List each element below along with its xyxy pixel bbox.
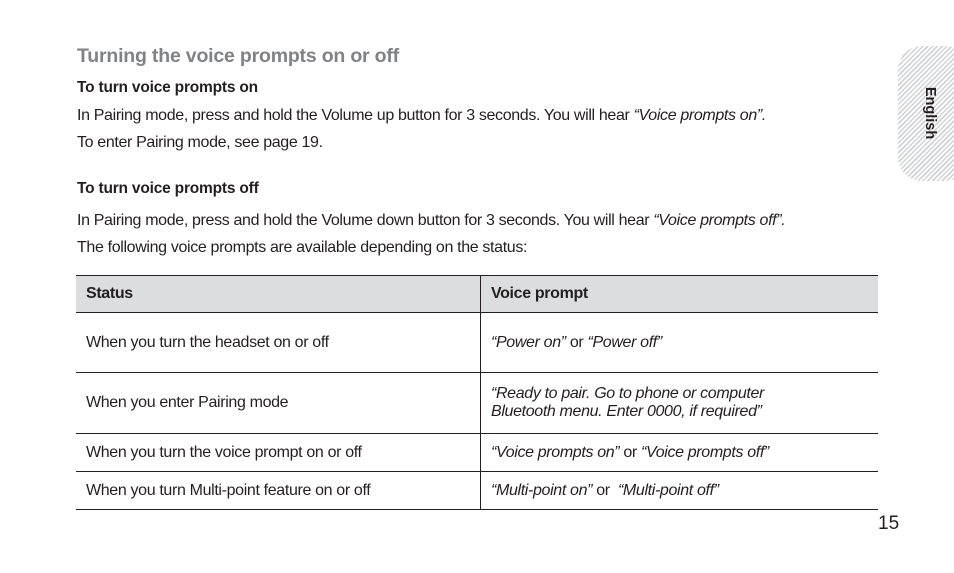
table-row — [76, 313, 878, 373]
prompt-off: “Power off” — [587, 333, 662, 351]
status-cell: When you turn the voice prompt on or off — [76, 434, 481, 472]
section-title: Turning the voice prompts on or off — [77, 45, 399, 67]
prompt-joiner: or — [565, 333, 588, 351]
prompt-cell — [481, 373, 879, 434]
prompt-on: “Multi-point on” — [491, 481, 593, 499]
table-header-row — [76, 276, 878, 313]
prompt-on: “Voice prompts on” — [491, 443, 620, 461]
voice-prompts-on-instruction — [77, 103, 766, 129]
voice-prompts-on-quote: “Voice prompts on”. — [633, 107, 766, 124]
prompt-off: “Multi-point off” — [617, 481, 719, 499]
prompt-cell — [481, 313, 879, 373]
prompt-line: Bluetooth menu. Enter 0000, if required” — [491, 403, 762, 420]
prompt-joiner: or — [592, 481, 618, 499]
voice-prompts-on-heading: To turn voice prompts on — [77, 79, 258, 96]
prompt-cell — [481, 434, 879, 472]
prompt-cell — [481, 472, 879, 510]
voice-prompts-off-heading: To turn voice prompts off — [77, 180, 259, 197]
voice-prompt-table — [76, 275, 878, 510]
voice-prompts-off-quote: “Voice prompts off”. — [653, 212, 786, 229]
voice-prompt-column-header: Voice prompt — [481, 276, 879, 313]
table-row — [76, 373, 878, 434]
prompt-joiner: or — [619, 443, 641, 461]
table-row — [76, 472, 878, 510]
prompt-line: “Ready to pair. Go to phone or computer — [491, 385, 765, 402]
available-prompts-intro: The following voice prompts are available depending on the status: — [77, 239, 528, 256]
language-tab-label: English — [922, 86, 938, 140]
status-cell: When you enter Pairing mode — [76, 373, 481, 434]
status-cell: When you turn Multi-point feature on or off — [76, 472, 481, 510]
voice-prompts-off-text: In Pairing mode, press and hold the Volume down button for 3 seconds. You will hear — [77, 212, 654, 229]
voice-prompts-on-text: In Pairing mode, press and hold the Volume up button for 3 seconds. You will hear — [77, 107, 634, 124]
pairing-mode-reference: To enter Pairing mode, see page 19. — [77, 134, 323, 151]
voice-prompts-off-instruction — [77, 208, 785, 234]
status-column-header: Status — [76, 276, 481, 313]
status-cell: When you turn the headset on or off — [76, 313, 481, 373]
page-number: 15 — [878, 513, 900, 534]
prompt-on: “Power on” — [491, 333, 566, 351]
prompt-off: “Voice prompts off” — [641, 443, 769, 461]
table-row — [76, 434, 878, 472]
